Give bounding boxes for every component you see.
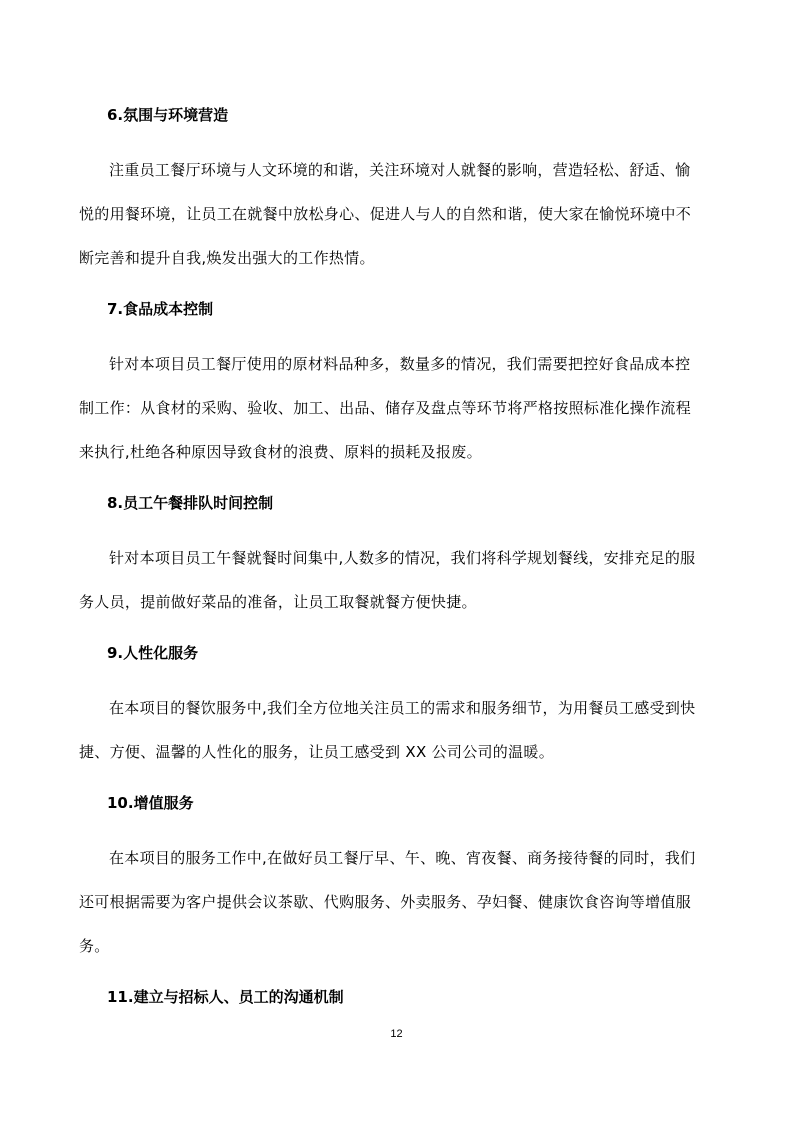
- paragraph-line: 针对本项目员工午餐就餐时间集中,人数多的情况，我们将科学规划餐线，安排充足的服: [109, 549, 696, 567]
- section-heading-10: 10.增值服务: [107, 794, 194, 812]
- section-heading-7: 7.食品成本控制: [107, 300, 214, 318]
- paragraph-line: 务。: [79, 937, 110, 955]
- section-heading-6: 6.氛围与环境营造: [107, 106, 229, 124]
- paragraph-line: 针对本项目员工餐厅使用的原材料品种多，数量多的情况，我们需要把控好食品成本控: [109, 355, 691, 373]
- paragraph-line: 在本项目的服务工作中,在做好员工餐厅早、午、晚、宵夜餐、商务接待餐的同时，我们: [109, 849, 696, 867]
- paragraph-line: 断完善和提升自我,焕发出强大的工作热情。: [79, 249, 375, 267]
- section-body-10: [79, 836, 719, 968]
- section-body-6: [79, 148, 719, 280]
- section-body-8: [79, 536, 719, 624]
- section-body-7: [79, 342, 719, 474]
- paragraph-line: 在本项目的餐饮服务中,我们全方位地关注员工的需求和服务细节，为用餐员工感受到快: [109, 699, 696, 717]
- page-number: 12: [390, 1028, 403, 1040]
- paragraph-line: 还可根据需要为客户提供会议茶歇、代购服务、外卖服务、孕妇餐、健康饮食咨询等增值服: [79, 893, 692, 911]
- section-heading-9: 9.人性化服务: [107, 644, 199, 662]
- paragraph-line: 悦的用餐环境，让员工在就餐中放松身心、促进人与人的自然和谐，使大家在愉悦环境中不: [79, 205, 692, 223]
- section-heading-8: 8.员工午餐排队时间控制: [107, 494, 274, 512]
- paragraph-line: 注重员工餐厅环境与人文环境的和谐，关注环境对人就餐的影响，营造轻松、舒适、愉: [109, 161, 691, 179]
- section-body-9: [79, 686, 719, 774]
- section-heading-11: 11.建立与招标人、员工的沟通机制: [107, 988, 344, 1006]
- paragraph-line: 捷、方便、温馨的人性化的服务，让员工感受到 XX 公司公司的温暖。: [79, 743, 554, 761]
- paragraph-line: 来执行,杜绝各种原因导致食材的浪费、原料的损耗及报废。: [79, 443, 482, 461]
- paragraph-line: 务人员，提前做好菜品的准备，让员工取餐就餐方便快捷。: [79, 593, 477, 611]
- paragraph-line: 制工作：从食材的采购、验收、加工、出品、储存及盘点等环节将严格按照标准化操作流程: [79, 399, 692, 417]
